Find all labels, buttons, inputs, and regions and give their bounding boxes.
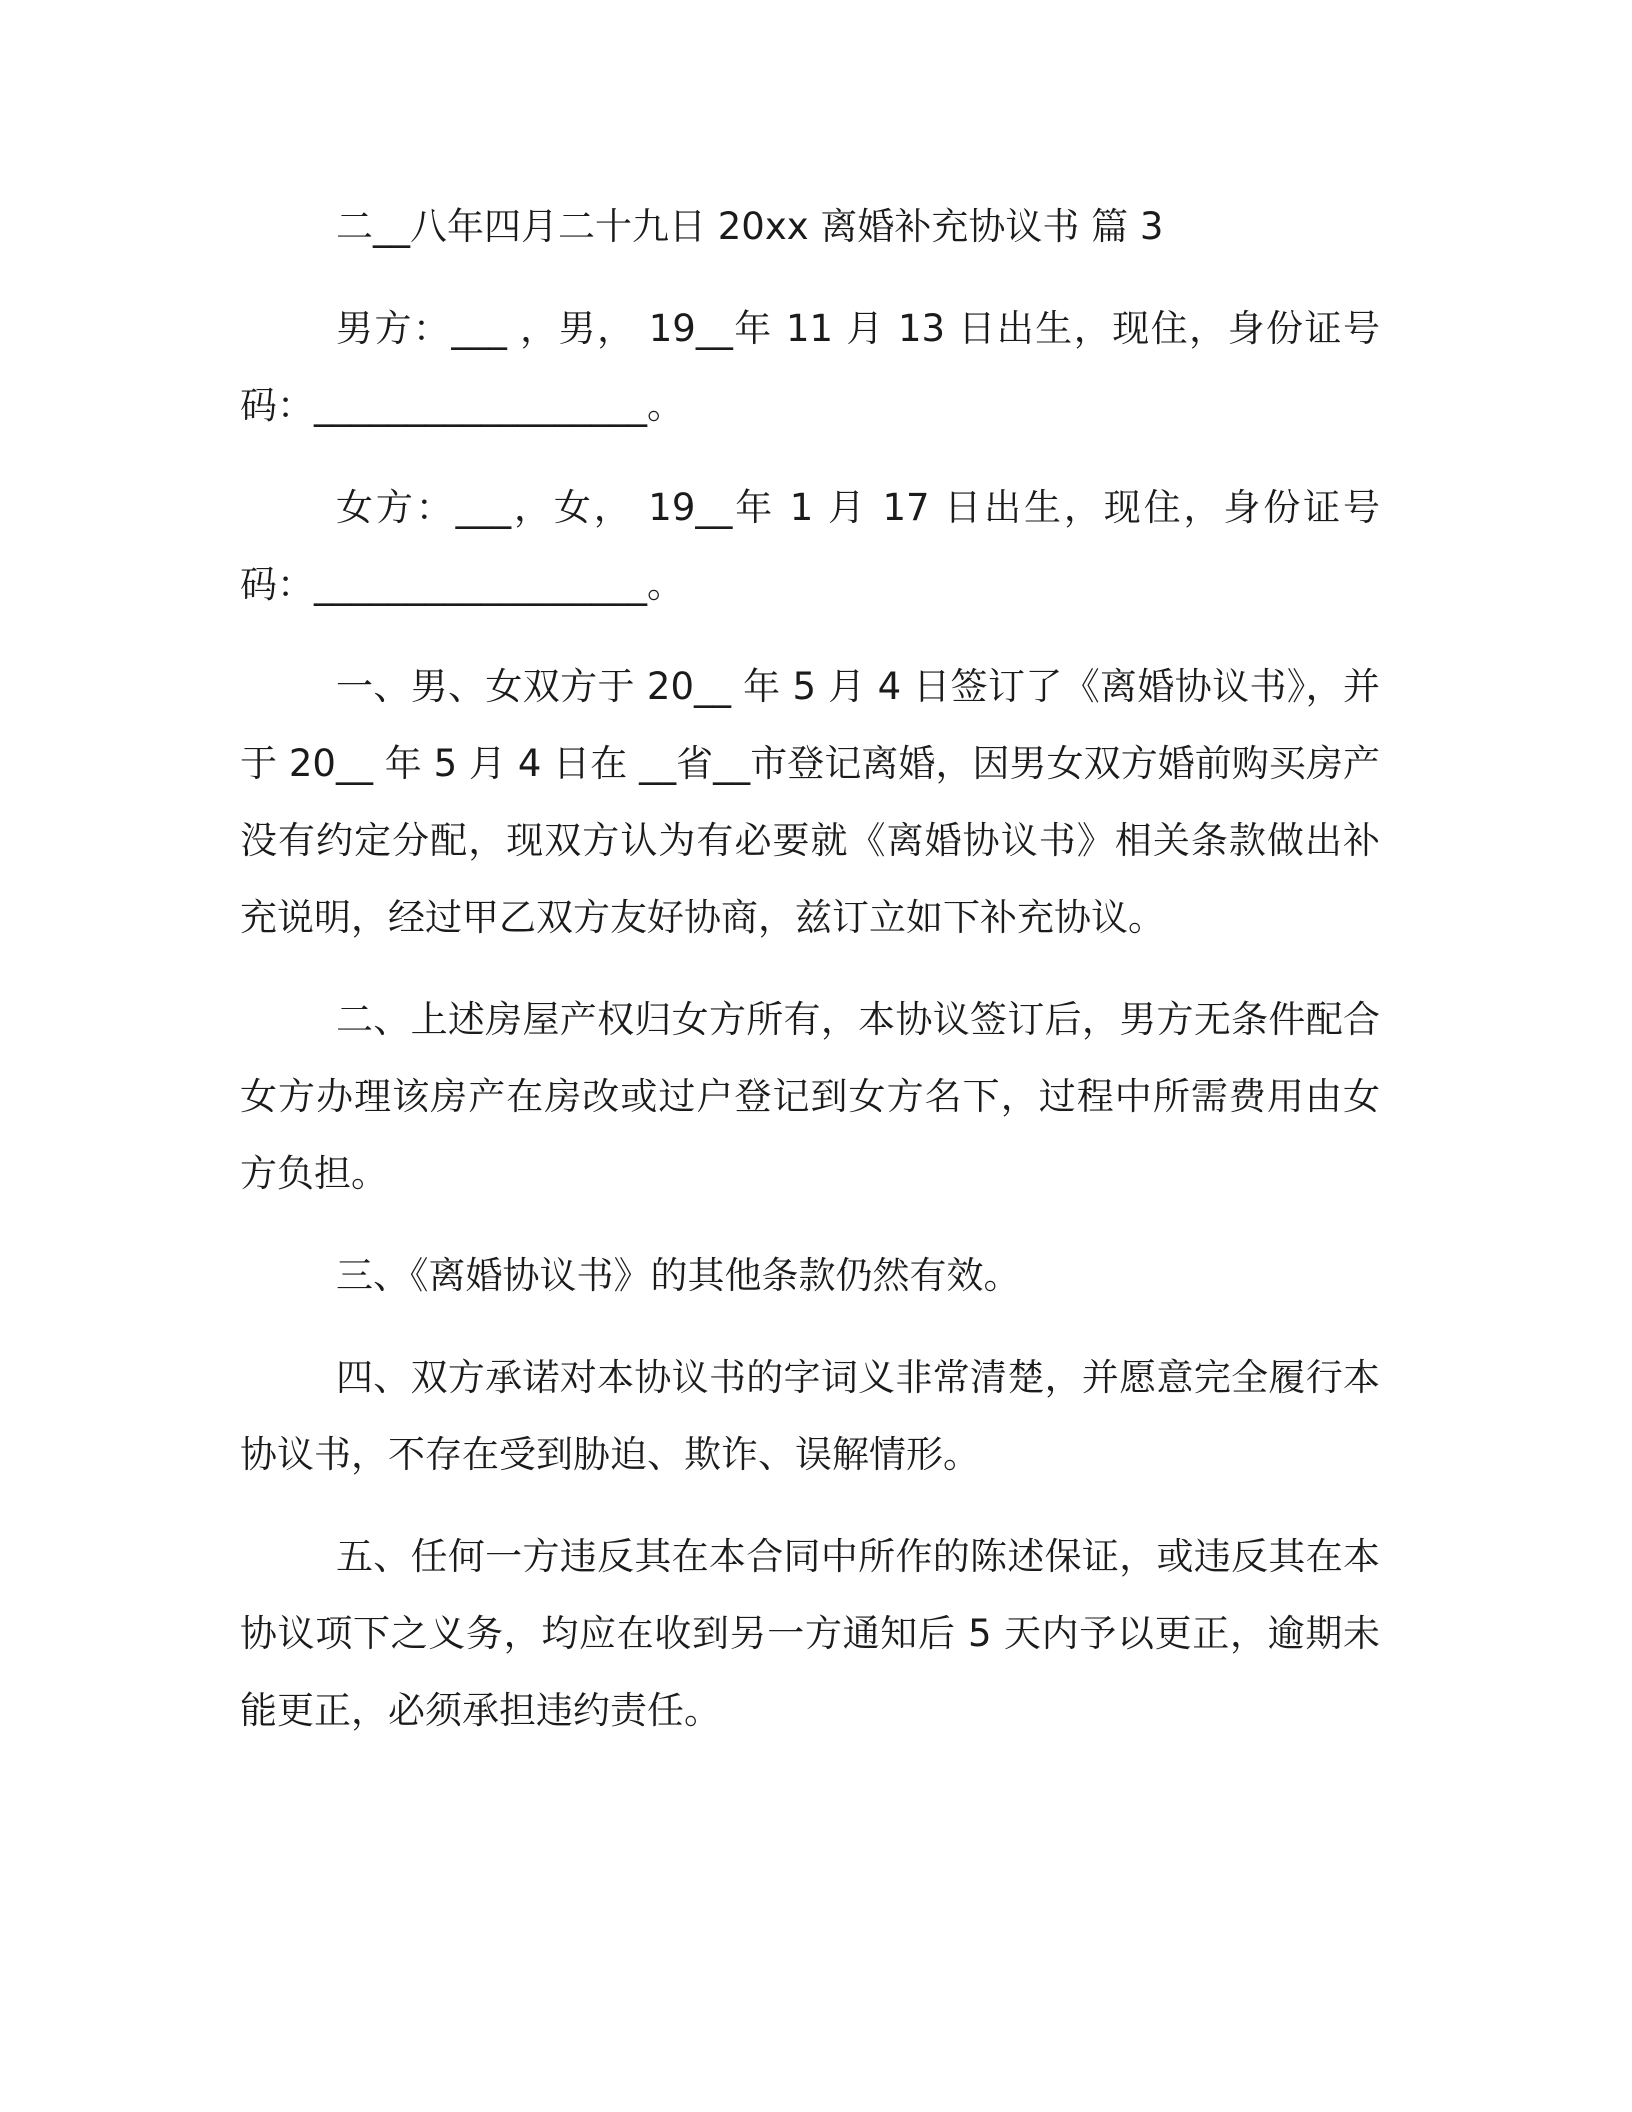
document-title-line: 二__八年四月二十九日 20xx 离婚补充协议书 篇 3 [336, 205, 1164, 248]
female-party-paragraph: 女方：___，女， 19__年 1 月 17 日出生，现住，身份证号码：__________________。 [240, 486, 1380, 606]
document-page [240, 188, 1380, 1749]
clause-4-paragraph: 四、双方承诺对本协议书的字词义非常清楚，并愿意完全履行本协议书，不存在受到胁迫、欺诈、误解情形。 [240, 1356, 1380, 1476]
clause-3-paragraph: 三、《离婚协议书》的其他条款仍然有效。 [336, 1254, 1021, 1297]
male-party-paragraph: 男方：___ ，男， 19__年 11 月 13 日出生，现住，身份证号码：__________________。 [240, 307, 1380, 427]
clause-2-paragraph: 二、上述房屋产权归女方所有，本协议签订后，男方无条件配合女方办理该房产在房改或过户登记到女方名下，过程中所需费用由女方负担。 [240, 998, 1380, 1195]
clause-5-paragraph: 五、任何一方违反其在本合同中所作的陈述保证，或违反其在本协议项下之义务，均应在收到另一方通知后 5 天内予以更正，逾期未能更正，必须承担违约责任。 [240, 1535, 1380, 1732]
clause-1-paragraph: 一、男、女双方于 20__ 年 5 月 4 日签订了《离婚协议书》，并于 20__ 年 5 月 4 日在 __省__市登记离婚，因男女双方婚前购买房产没有约定分配，现双方认为有必要就《离婚协议书》相关条款做出补充说明，经过甲乙双方友好协商，兹订立如下补充协议。 [240, 665, 1380, 939]
